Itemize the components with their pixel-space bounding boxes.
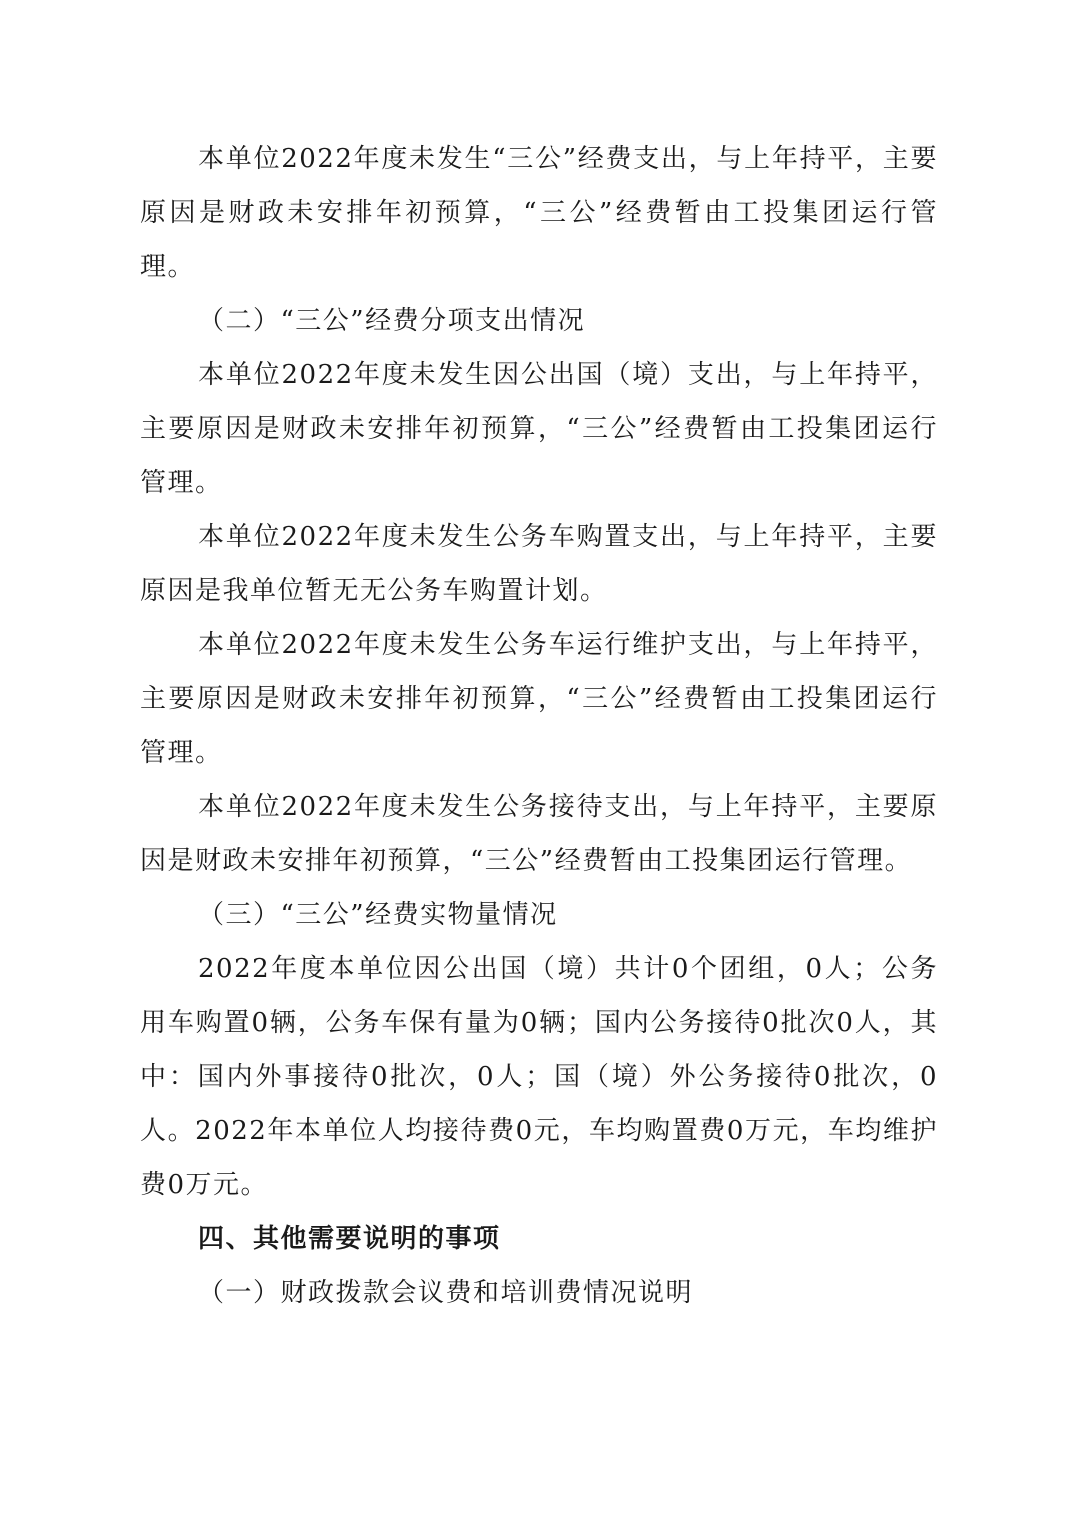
- paragraph-vehicle-purchase: 本单位2022年度未发生公务车购置支出，与上年持平，主要原因是我单位暂无无公务车购置计划。: [140, 522, 938, 606]
- document-page: [140, 132, 938, 1320]
- subheading-itemized-expenses: （二）“三公”经费分项支出情况: [198, 306, 586, 336]
- paragraph-vehicle-maintenance: 本单位2022年度未发生公务车运行维护支出，与上年持平，主要原因是财政未安排年初预算，“三公”经费暂由工投集团运行管理。: [140, 630, 938, 768]
- paragraph-sangong-total: 本单位2022年度未发生“三公”经费支出，与上年持平，主要原因是财政未安排年初预算，“三公”经费暂由工投集团运行管理。: [140, 144, 938, 282]
- paragraph-official-reception: 本单位2022年度未发生公务接待支出，与上年持平，主要原因是财政未安排年初预算，“三公”经费暂由工投集团运行管理。: [140, 792, 938, 876]
- subheading-meeting-training-fees: （一）财政拨款会议费和培训费情况说明: [198, 1278, 694, 1308]
- section-heading-other-matters: 四、其他需要说明的事项: [198, 1224, 501, 1254]
- paragraph-physical-quantities: 2022年度本单位因公出国（境）共计0个团组，0人；公务用车购置0辆，公务车保有量为0辆；国内公务接待0批次0人，其中：国内外事接待0批次，0人；国（境）外公务接待0批次，0人。2022年本单位人均接待费0元，车均购置费0万元，车均维护费0万元。: [140, 954, 938, 1200]
- paragraph-overseas-travel: 本单位2022年度未发生因公出国（境）支出，与上年持平，主要原因是财政未安排年初预算，“三公”经费暂由工投集团运行管理。: [140, 360, 938, 498]
- subheading-physical-quantities: （三）“三公”经费实物量情况: [198, 900, 558, 930]
